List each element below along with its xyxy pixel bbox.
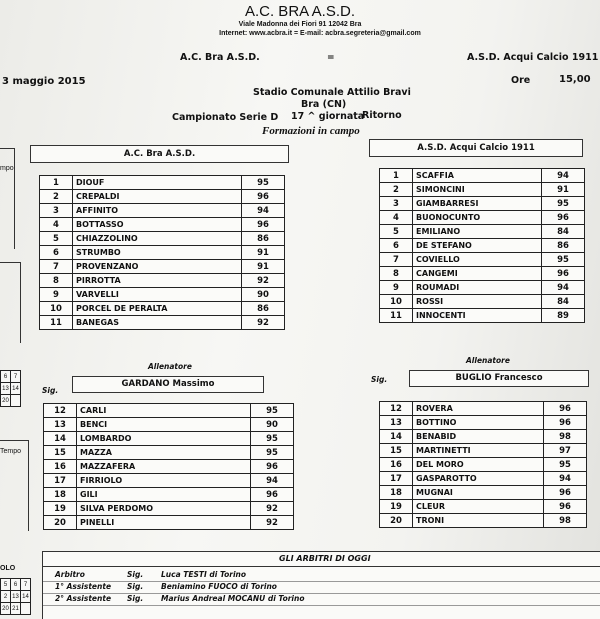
- home-starters-table: [39, 175, 285, 330]
- shirt-number: 96: [251, 488, 294, 502]
- left-stub-label-bottom: OLO: [0, 565, 16, 572]
- match-date: 3 maggio 2015: [2, 76, 86, 87]
- shirt-number: 96: [544, 416, 587, 430]
- player-number: 19: [380, 500, 413, 514]
- player-name: DIOUF: [73, 176, 242, 190]
- roster-row: [380, 500, 587, 514]
- roster-row: [44, 460, 294, 474]
- player-number: 18: [380, 486, 413, 500]
- home-team-name: A.C. Bra A.S.D.: [123, 149, 196, 159]
- roster-row: [44, 488, 294, 502]
- player-name: PIRROTTA: [73, 274, 242, 288]
- club-contacts: Internet: www.acbra.it = E-mail: acbra.segreteria@gmail.com: [219, 30, 421, 37]
- player-name: CANGEMI: [413, 267, 542, 281]
- player-number: 4: [380, 211, 413, 225]
- roster-row: [380, 253, 585, 267]
- roster-row: [380, 486, 587, 500]
- player-name: CREPALDI: [73, 190, 242, 204]
- player-number: 19: [44, 502, 77, 516]
- player-name: INNOCENTI: [413, 309, 542, 323]
- player-number: 14: [380, 430, 413, 444]
- player-number: 20: [380, 514, 413, 528]
- player-number: 17: [44, 474, 77, 488]
- player-number: 9: [40, 288, 73, 302]
- referee-sig: Sig.: [127, 570, 144, 579]
- player-name: VARVELLI: [73, 288, 242, 302]
- referee-sig: Sig.: [127, 594, 144, 603]
- player-name: BANEGAS: [73, 316, 242, 330]
- player-name: BOTTINO: [413, 416, 544, 430]
- player-name: CARLI: [77, 404, 251, 418]
- section-title: Formazioni in campo: [262, 125, 360, 137]
- shirt-number: 95: [251, 432, 294, 446]
- left-stub-box-2: [0, 262, 21, 343]
- referee-sig: Sig.: [127, 582, 144, 591]
- player-name: GIAMBARRESI: [413, 197, 542, 211]
- stub-cell: 5: [1, 579, 11, 591]
- player-name: PROVENZANO: [73, 260, 242, 274]
- player-name: MUGNAI: [413, 486, 544, 500]
- referee-name: Beniamino FUOCO di Torino: [161, 582, 277, 591]
- stub-cell: 6: [1, 371, 11, 383]
- player-name: DEL MORO: [413, 458, 544, 472]
- player-number: 11: [380, 309, 413, 323]
- left-stub-grid-2: [0, 578, 31, 615]
- player-name: MARTINETTI: [413, 444, 544, 458]
- player-number: 7: [40, 260, 73, 274]
- player-name: STRUMBO: [73, 246, 242, 260]
- roster-row: [40, 176, 285, 190]
- away-coach-name: BUGLIO Francesco: [455, 373, 543, 383]
- player-name: LOMBARDO: [77, 432, 251, 446]
- player-number: 2: [40, 190, 73, 204]
- player-number: 14: [44, 432, 77, 446]
- away-coach-label: Allenatore: [466, 356, 510, 365]
- header-home-team: A.C. Bra A.S.D.: [180, 52, 260, 63]
- home-coach-sig: Sig.: [42, 386, 59, 395]
- player-number: 20: [44, 516, 77, 530]
- stub-cell: 7: [21, 579, 31, 591]
- player-name: MAZZA: [77, 446, 251, 460]
- player-name: PINELLI: [77, 516, 251, 530]
- stub-cell: 6: [11, 579, 21, 591]
- player-number: 5: [40, 232, 73, 246]
- roster-row: [380, 514, 587, 528]
- player-number: 13: [380, 416, 413, 430]
- roster-row: [40, 260, 285, 274]
- shirt-number: 95: [251, 404, 294, 418]
- player-name: ROUMADI: [413, 281, 542, 295]
- player-number: 10: [380, 295, 413, 309]
- roster-row: [380, 239, 585, 253]
- stub-cell: [11, 395, 21, 407]
- away-team-name: A.S.D. Acqui Calcio 1911: [417, 143, 535, 153]
- referee-role: 1° Assistente: [55, 582, 112, 591]
- player-name: BUONOCUNTO: [413, 211, 542, 225]
- shirt-number: 98: [544, 430, 587, 444]
- player-name: AFFINITO: [73, 204, 242, 218]
- shirt-number: 86: [242, 232, 285, 246]
- roster-row: [44, 474, 294, 488]
- shirt-number: 96: [251, 460, 294, 474]
- shirt-number: 98: [544, 514, 587, 528]
- roster-row: [40, 218, 285, 232]
- away-team-box: [369, 139, 583, 157]
- player-name: ROSSI: [413, 295, 542, 309]
- player-name: CHIAZZOLINO: [73, 232, 242, 246]
- player-name: ROVERA: [413, 402, 544, 416]
- roster-row: [44, 446, 294, 460]
- shirt-number: 95: [251, 446, 294, 460]
- player-name: PORCEL DE PERALTA: [73, 302, 242, 316]
- club-address: Viale Madonna dei Fiori 91 12042 Bra: [238, 21, 362, 28]
- player-name: CLEUR: [413, 500, 544, 514]
- stub-cell: 14: [21, 591, 31, 603]
- player-number: 18: [44, 488, 77, 502]
- round: 17 ^ giornata: [291, 111, 365, 122]
- shirt-number: 94: [542, 169, 585, 183]
- player-name: COVIELLO: [413, 253, 542, 267]
- roster-row: [380, 472, 587, 486]
- player-name: SCAFFIA: [413, 169, 542, 183]
- stub-cell: 21: [11, 603, 21, 615]
- player-name: SIMONCINI: [413, 183, 542, 197]
- player-number: 1: [40, 176, 73, 190]
- roster-row: [40, 302, 285, 316]
- away-starters-table: [379, 168, 585, 323]
- roster-row: [380, 281, 585, 295]
- player-number: 3: [380, 197, 413, 211]
- shirt-number: 86: [242, 302, 285, 316]
- roster-row: [40, 246, 285, 260]
- stub-cell: 13: [1, 383, 11, 395]
- left-stub-grid-1: [0, 370, 21, 407]
- shirt-number: 95: [544, 458, 587, 472]
- shirt-number: 96: [542, 267, 585, 281]
- stub-cell: [21, 603, 31, 615]
- away-coach-sig: Sig.: [371, 375, 388, 384]
- stub-cell: 7: [11, 371, 21, 383]
- shirt-number: 91: [242, 260, 285, 274]
- referee-role: 2° Assistente: [55, 594, 112, 603]
- shirt-number: 92: [242, 274, 285, 288]
- roster-row: [380, 309, 585, 323]
- shirt-number: 95: [542, 197, 585, 211]
- shirt-number: 94: [242, 204, 285, 218]
- shirt-number: 91: [242, 246, 285, 260]
- roster-row: [44, 432, 294, 446]
- roster-row: [380, 430, 587, 444]
- left-stub-box-1: [0, 148, 15, 249]
- referee-name: Luca TESTI di Torino: [161, 570, 247, 579]
- roster-row: [380, 225, 585, 239]
- shirt-number: 92: [251, 502, 294, 516]
- shirt-number: 92: [251, 516, 294, 530]
- player-number: 7: [380, 253, 413, 267]
- championship: Campionato Serie D: [172, 112, 279, 123]
- player-name: BOTTASSO: [73, 218, 242, 232]
- stub-cell: 20: [1, 603, 11, 615]
- roster-row: [44, 404, 294, 418]
- shirt-number: 92: [242, 316, 285, 330]
- home-coach-box: [72, 376, 264, 393]
- shirt-number: 95: [242, 176, 285, 190]
- stub-cell: 14: [11, 383, 21, 395]
- roster-row: [40, 288, 285, 302]
- roster-row: [40, 232, 285, 246]
- shirt-number: 95: [542, 253, 585, 267]
- roster-row: [380, 444, 587, 458]
- player-number: 4: [40, 218, 73, 232]
- player-number: 6: [380, 239, 413, 253]
- player-name: BENCI: [77, 418, 251, 432]
- shirt-number: 94: [542, 281, 585, 295]
- player-number: 10: [40, 302, 73, 316]
- player-number: 13: [44, 418, 77, 432]
- player-number: 6: [40, 246, 73, 260]
- player-number: 15: [44, 446, 77, 460]
- city: Bra (CN): [301, 99, 347, 110]
- home-subs-table: [43, 403, 294, 530]
- player-name: SILVA PERDOMO: [77, 502, 251, 516]
- roster-row: [40, 316, 285, 330]
- header-separator: =: [327, 53, 335, 63]
- club-title: A.C. BRA A.S.D.: [244, 3, 356, 20]
- player-name: MAZZAFERA: [77, 460, 251, 474]
- shirt-number: 91: [542, 183, 585, 197]
- player-name: TRONI: [413, 514, 544, 528]
- shirt-number: 96: [544, 486, 587, 500]
- shirt-number: 90: [251, 418, 294, 432]
- shirt-number: 86: [542, 239, 585, 253]
- shirt-number: 96: [242, 190, 285, 204]
- roster-row: [380, 183, 585, 197]
- player-number: 2: [380, 183, 413, 197]
- shirt-number: 84: [542, 225, 585, 239]
- player-number: 9: [380, 281, 413, 295]
- player-name: FIRRIOLO: [77, 474, 251, 488]
- stub-cell: 2: [1, 591, 11, 603]
- player-name: EMILIANO: [413, 225, 542, 239]
- player-number: 12: [44, 404, 77, 418]
- player-number: 16: [380, 458, 413, 472]
- shirt-number: 96: [542, 211, 585, 225]
- shirt-number: 94: [251, 474, 294, 488]
- roster-row: [40, 204, 285, 218]
- shirt-number: 96: [242, 218, 285, 232]
- away-coach-box: [409, 370, 589, 387]
- player-name: DE STEFANO: [413, 239, 542, 253]
- leg: Ritorno: [362, 110, 402, 121]
- roster-row: [380, 402, 587, 416]
- roster-row: [40, 274, 285, 288]
- roster-row: [380, 416, 587, 430]
- roster-row: [380, 211, 585, 225]
- away-subs-table: [379, 401, 587, 528]
- referees-title: GLI ARBITRI DI OGGI: [279, 554, 371, 563]
- shirt-number: 96: [544, 402, 587, 416]
- player-number: 11: [40, 316, 73, 330]
- home-coach-name: GARDANO Massimo: [121, 379, 215, 389]
- time-label: Ore: [511, 75, 531, 86]
- shirt-number: 96: [544, 500, 587, 514]
- player-name: GILI: [77, 488, 251, 502]
- left-stub-label-mid: Tempo: [0, 448, 22, 455]
- shirt-number: 94: [544, 472, 587, 486]
- home-coach-label: Allenatore: [148, 362, 192, 371]
- referees-divider: [43, 566, 600, 567]
- header-away-team: A.S.D. Acqui Calcio 1911: [467, 52, 599, 63]
- roster-row: [40, 190, 285, 204]
- roster-row: [44, 516, 294, 530]
- stub-cell: 20: [1, 395, 11, 407]
- roster-row: [380, 169, 585, 183]
- shirt-number: 84: [542, 295, 585, 309]
- player-number: 16: [44, 460, 77, 474]
- roster-row: [44, 418, 294, 432]
- roster-row: [380, 458, 587, 472]
- referee-row-line: [43, 605, 600, 606]
- roster-row: [380, 295, 585, 309]
- home-team-box: [30, 145, 289, 163]
- roster-row: [380, 267, 585, 281]
- player-number: 1: [380, 169, 413, 183]
- stadium: Stadio Comunale Attilio Bravi: [253, 87, 411, 98]
- player-name: GASPAROTTO: [413, 472, 544, 486]
- stub-cell: 13: [11, 591, 21, 603]
- player-number: 8: [40, 274, 73, 288]
- player-number: 17: [380, 472, 413, 486]
- roster-row: [44, 502, 294, 516]
- referee-name: Marius Andreal MOCANU di Torino: [161, 594, 305, 603]
- left-stub-label-top: mpo: [0, 165, 14, 172]
- player-number: 3: [40, 204, 73, 218]
- shirt-number: 89: [542, 309, 585, 323]
- player-number: 15: [380, 444, 413, 458]
- player-name: BENABID: [413, 430, 544, 444]
- shirt-number: 90: [242, 288, 285, 302]
- shirt-number: 97: [544, 444, 587, 458]
- roster-row: [380, 197, 585, 211]
- referee-role: Arbitro: [55, 570, 85, 579]
- referees-box: [42, 551, 600, 619]
- left-stub-box-3: [0, 440, 29, 531]
- player-number: 12: [380, 402, 413, 416]
- player-number: 8: [380, 267, 413, 281]
- player-number: 5: [380, 225, 413, 239]
- match-time: 15,00: [559, 74, 591, 85]
